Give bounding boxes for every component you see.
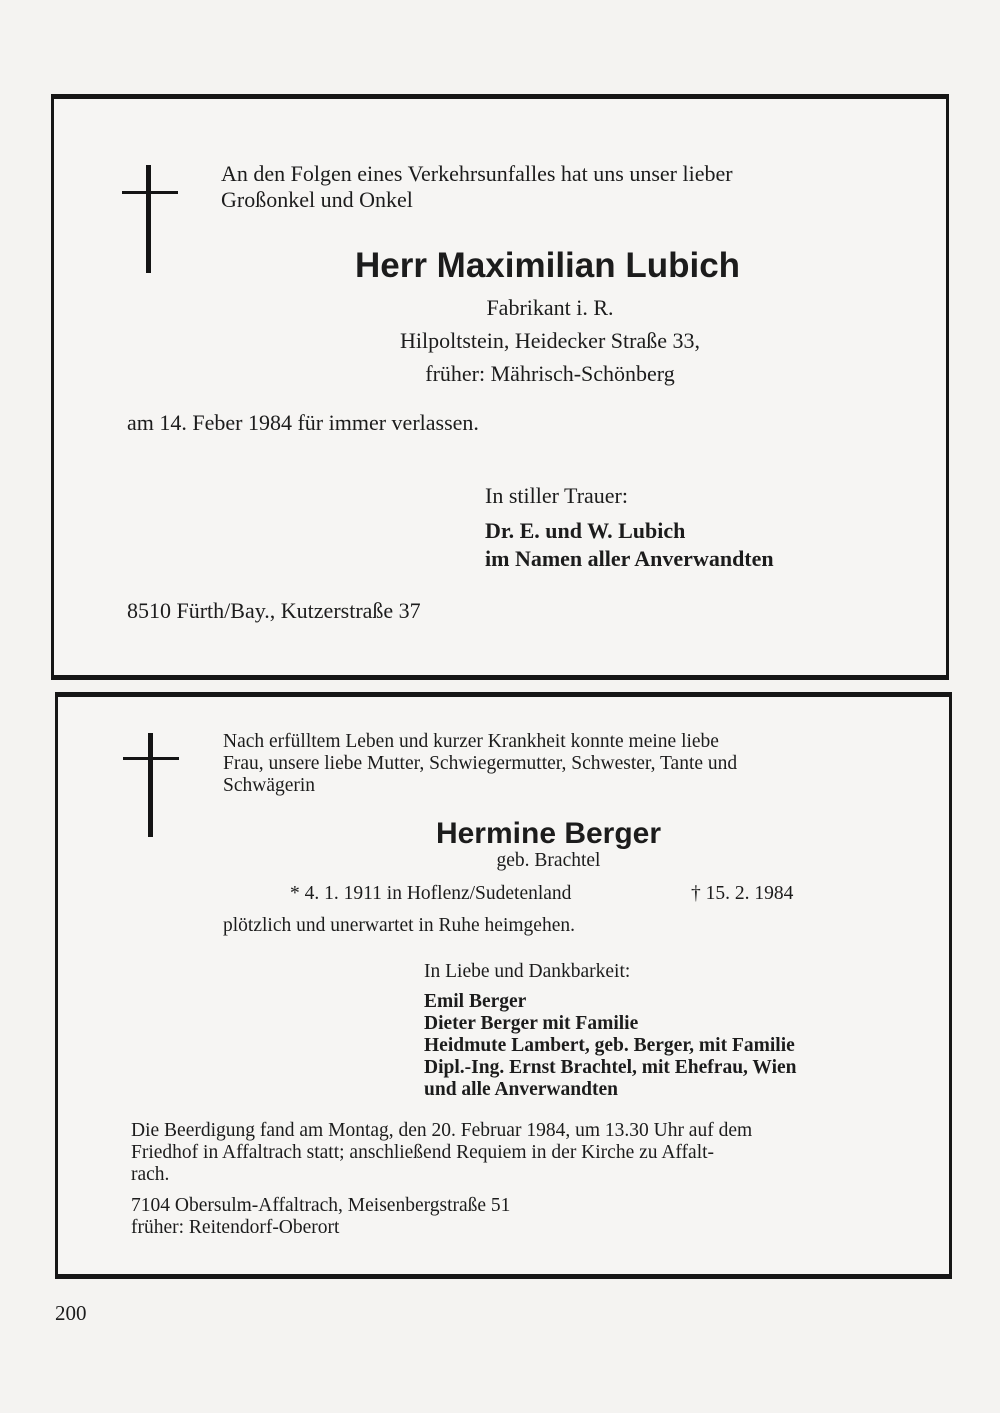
funeral-line: rach. [131,1164,170,1185]
address-line: früher: Reitendorf-Oberort [131,1217,340,1238]
deceased-title: Fabrikant i. R. [486,295,614,320]
mourners-list [424,991,797,1101]
obituary-notice-lubich [51,94,949,680]
family-address: 8510 Fürth/Bay., Kutzerstraße 37 [127,598,421,623]
passing-line: plötzlich und unerwartet in Ruhe heimgehen. [223,915,575,936]
deceased-former-residence: früher: Mährisch-Schönberg [425,361,675,386]
birth-info: * 4. 1. 1911 in Hoflenz/Sudetenland [290,883,572,904]
funeral-info [131,1120,881,1186]
mourning-label: In stiller Trauer: [485,483,628,508]
obituary-notice-berger [55,692,952,1279]
mourner: Emil Berger [424,991,527,1012]
mourner: im Namen aller Anverwandten [485,546,774,571]
deceased-residence: Hilpoltstein, Heidecker Straße 33, [400,328,700,353]
date-of-death-line: am 14. Feber 1984 für immer verlassen. [127,410,479,435]
mourner: und alle Anverwandten [424,1079,618,1100]
intro-line: Frau, unsere liebe Mutter, Schwiegermutter, Schwester, Tante und [223,753,738,774]
mourner: Dr. E. und W. Lubich [485,518,686,543]
funeral-line: Die Beerdigung fand am Montag, den 20. Februar 1984, um 13.30 Uhr auf dem [131,1120,753,1141]
intro-line: Schwägerin [223,775,316,796]
maiden-name: geb. Brachtel [496,850,601,871]
death-date: † 15. 2. 1984 [691,883,794,904]
family-address [131,1195,510,1239]
funeral-line: Friedhof in Affaltrach statt; anschließend Requiem in der Kirche zu Affalt- [131,1142,715,1163]
mourner: Dipl.-Ing. Ernst Brachtel, mit Ehefrau, Wien [424,1057,797,1078]
intro-line: An den Folgen eines Verkehrsunfalles hat uns unser lieber [221,161,733,186]
mourners-list [485,517,774,573]
mourner: Dieter Berger mit Familie [424,1013,639,1034]
notice-intro [223,731,883,797]
intro-line: Nach erfülltem Leben und kurzer Krankheit konnte meine liebe [223,731,719,752]
intro-line: Großonkel und Onkel [221,187,413,212]
notice-intro [221,161,901,213]
deceased-name: Herr Maximilian Lubich [354,246,741,285]
address-line: 7104 Obersulm-Affaltrach, Meisenbergstraße 51 [131,1195,511,1216]
page-number: 200 [55,1301,87,1325]
deceased-details [54,291,946,390]
mourning-label: In Liebe und Dankbarkeit: [424,961,631,982]
mourner: Heidmute Lambert, geb. Berger, mit Familie [424,1035,795,1056]
deceased-name: Hermine Berger [435,817,662,850]
